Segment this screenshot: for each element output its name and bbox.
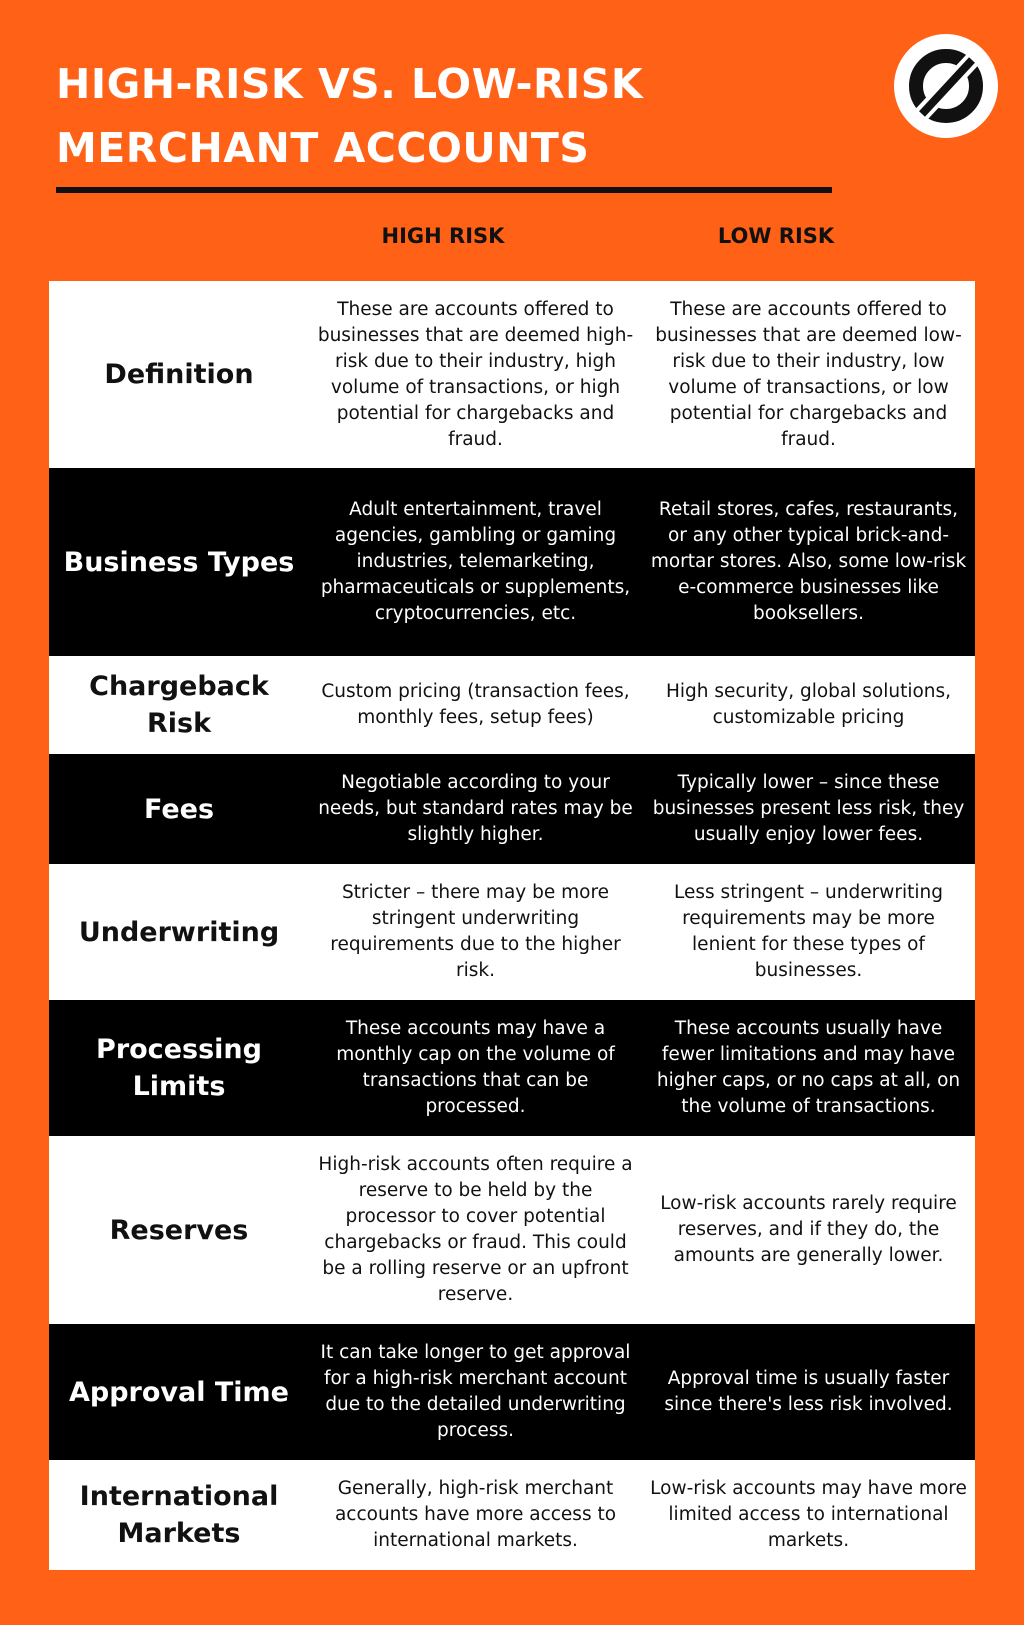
row-label: Definition bbox=[104, 359, 254, 390]
high-risk-cell: These are accounts offered to businesses that are deemed high-risk due to their industry, high volume of transactions, or high potential for chargebacks and fraud. bbox=[317, 298, 634, 450]
comparison-table bbox=[49, 281, 975, 1570]
table-row-approval-time bbox=[49, 1324, 975, 1460]
high-risk-cell: It can take longer to get approval for a high-risk merchant account due to the detailed underwriting process. bbox=[320, 1342, 631, 1441]
row-label: Processing Limits bbox=[96, 1034, 262, 1102]
row-label: Approval Time bbox=[68, 1376, 289, 1408]
low-risk-cell: These are accounts offered to businesses that are deemed low-risk due to their industry, low volume of transactions, or low potential for chargebacks and fraud. bbox=[655, 298, 962, 450]
low-risk-cell: Typically lower – since these businesses present less risk, they usually enjoy lower fees. bbox=[652, 772, 965, 845]
table-row-fees bbox=[49, 754, 975, 864]
high-risk-cell: Custom pricing (transaction fees, monthly fees, setup fees) bbox=[321, 681, 630, 728]
column-header-high-risk: HIGH RISK bbox=[381, 224, 505, 248]
table-row-business-types bbox=[49, 468, 975, 656]
low-risk-cell: Approval time is usually faster since there's less risk involved. bbox=[664, 1368, 953, 1415]
low-risk-cell: These accounts usually have fewer limitations and may have higher caps, or no caps at all, on the volume of transactions. bbox=[656, 1018, 961, 1117]
high-risk-cell: Stricter – there may be more stringent underwriting requirements due to the higher risk. bbox=[330, 882, 621, 981]
low-risk-cell: Low-risk accounts may have more limited access to international markets. bbox=[650, 1478, 967, 1551]
high-risk-cell: High-risk accounts often require a reserve to be held by the processor to cover potential chargebacks or fraud. This could be a rolling reserve or an upfront reserve. bbox=[318, 1154, 633, 1305]
low-risk-cell: Low-risk accounts rarely require reserves, and if they do, the amounts are generally lower. bbox=[660, 1193, 957, 1266]
table-row-chargeback-risk bbox=[49, 656, 975, 754]
low-risk-cell: Retail stores, cafes, restaurants, or any other typical brick-and-mortar stores. Also, some low-risk e-commerce businesses like booksellers. bbox=[650, 499, 967, 624]
low-risk-cell: Less stringent – underwriting requirements may be more lenient for these types of businesses. bbox=[674, 882, 943, 981]
row-label: Chargeback Risk bbox=[89, 671, 269, 739]
brand-logo-icon bbox=[894, 34, 998, 138]
table-row-processing-limits bbox=[49, 1000, 975, 1136]
row-label: Underwriting bbox=[78, 916, 280, 948]
table-row-international-markets bbox=[49, 1460, 975, 1570]
table-row-underwriting bbox=[49, 864, 975, 1000]
page-title-line-2: MERCHANT ACCOUNTS bbox=[56, 124, 590, 172]
high-risk-cell: Negotiable according to your needs, but standard rates may be slightly higher. bbox=[318, 772, 633, 845]
row-label: International Markets bbox=[79, 1481, 279, 1549]
high-risk-cell: Generally, high-risk merchant accounts have more access to international markets. bbox=[334, 1478, 617, 1551]
low-risk-cell: High security, global solutions, customizable pricing bbox=[665, 681, 952, 728]
column-header-low-risk: LOW RISK bbox=[717, 224, 835, 248]
page-title-line-1: HIGH-RISK VS. LOW-RISK bbox=[56, 60, 644, 108]
table-row-reserves bbox=[49, 1136, 975, 1324]
high-risk-cell: These accounts may have a monthly cap on the volume of transactions that can be processed. bbox=[336, 1018, 615, 1117]
row-label: Fees bbox=[143, 793, 215, 825]
row-label: Reserves bbox=[109, 1214, 249, 1246]
high-risk-cell: Adult entertainment, travel agencies, gambling or gaming industries, telemarketing, pharmaceuticals or supplements, cryptocurrencies, etc. bbox=[320, 499, 631, 624]
title-divider bbox=[56, 187, 832, 193]
page-title bbox=[56, 52, 816, 180]
table-row-definition bbox=[49, 281, 975, 468]
row-label: Business Types bbox=[63, 546, 295, 578]
